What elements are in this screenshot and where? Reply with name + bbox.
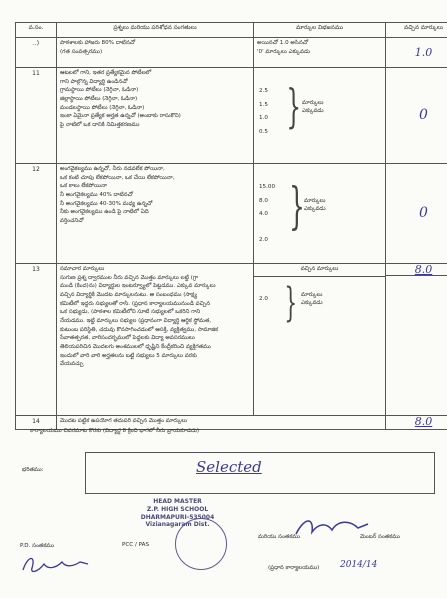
row-question-line: ఒక సభ్యుడు, (పాఠశాల కమిటీలోని సూటి సభ్యులలో ఒకరిని గాని	[60, 309, 201, 316]
row-question-line: గ్రామస్థాయి పోటీలు (నెగ్గినా, ఓడినా)	[60, 87, 139, 94]
row-question-line: ఒక కంటి చూపు లేకపోయినా, ఒక చేయి లేకపోయినా,	[60, 174, 175, 181]
mark-value: 8.0	[259, 197, 268, 204]
mark-value: 2.0	[259, 237, 268, 244]
obtained-box	[386, 264, 447, 276]
obtained-value: 8.0	[414, 415, 433, 428]
row-question-line: నీకు అంగవైకల్యము ఉండి పై నాటిలో ఏది	[60, 209, 149, 216]
mark-value: 1.0	[259, 115, 268, 122]
row-question-line: ఇందులో వారి వారి అర్హతలను బట్టి సభ్యులు 5 మార్కులు వరకు	[60, 352, 197, 359]
row-question-line: వేయవచ్చు	[60, 361, 84, 368]
marks-list	[259, 181, 275, 248]
member-signature-label: మెంబర్ సంతకము	[360, 534, 400, 540]
row-question	[57, 38, 254, 68]
row-marks-line: '0' మార్కులు ఎక్కువడు	[257, 48, 311, 55]
member-signature-icon	[292, 512, 372, 542]
brace-label	[302, 99, 324, 116]
stamp-line: Vizianagaram Dist.	[145, 521, 210, 529]
right-brace-icon: }	[284, 280, 298, 326]
row-question-line: నేయడము. ఇట్టి మార్కులు సభ్యుల (ప్రధానంగా విద్యార్థి ఆర్థిక స్థోమత,	[60, 317, 212, 324]
row-marks	[254, 68, 386, 164]
pcc-label: PCC / PAS	[122, 542, 150, 548]
brace-label-line: ఎక్కువడు	[302, 108, 324, 115]
brace-label-line: ఎక్కువడు	[304, 206, 326, 213]
row-question-line: కుటుంబ పరిస్థితి, చదువు కొనసాగించడంలో ఆసక్తి, వ్యక్తిత్వము, సామాజిక	[60, 326, 219, 333]
stamp-line: Z.P. HIGH SCHOOL	[146, 505, 209, 513]
table-header-row	[16, 23, 447, 38]
mark-value: 0.5	[259, 129, 268, 136]
mark-value: 2.0	[259, 296, 268, 302]
row-question-line: పై నాటిలో ఒక దానికి నిమిత్తకరణము	[60, 121, 140, 128]
header-serial: వ.సం.	[16, 23, 57, 38]
remark-field[interactable]	[85, 452, 435, 494]
row-question	[57, 68, 254, 164]
brace-label-line: ఎక్కువడు	[301, 300, 323, 307]
row-question-line: మండి (కింద)ను) విద్యార్థుల ఇంటర్వ్యూలో పెట్టడము. ఎక్కువ మార్కులు	[60, 283, 216, 290]
row-obtained	[386, 164, 447, 264]
row-question-line: పాఠశాలకు హాజరు 80% దాటినచో	[60, 40, 136, 46]
row-question-line: మండలస్థాయి పోటీలు (నెగ్గినా, ఓడినా)	[60, 104, 145, 111]
obtained-value: 8.0	[414, 263, 433, 276]
row-number: 11	[16, 68, 57, 164]
obtained-value: 0	[419, 204, 428, 221]
remark-value: Selected	[196, 458, 262, 476]
row-question-line: ఒక కాలు లేకపోయినా	[60, 183, 107, 190]
remark-label: భరితము:	[22, 467, 44, 473]
brace-label-line: మార్కులు	[304, 198, 326, 204]
row-question-line: జిల్లాస్థాయి పోటీలు (నెగ్గినా, ఓడినా)	[60, 95, 138, 102]
brace-label	[304, 197, 326, 214]
stamp-line: HEAD MASTER	[153, 498, 202, 505]
mark-value: 4.0	[259, 211, 268, 218]
row-question	[57, 164, 254, 264]
table-row	[16, 38, 447, 68]
row-marks-line: అయినచో 1.0 అసినచో	[257, 40, 309, 46]
mark-value: 15.00	[259, 184, 276, 190]
row-question-line: గాని పాల్గొన్న విద్యార్థి ఉండినచో	[60, 78, 128, 85]
row-number: 13	[16, 264, 57, 416]
row-marks	[254, 164, 386, 264]
row-question-line: ఆటలలో గాని, ఇతర ప్రత్యేకమైన పోటీలలో	[60, 70, 152, 76]
row-question-line: ఇంకా ఏమైనా ప్రత్యేక అర్హత ఉన్నచో (అంబాకు రాసుకొని)	[60, 113, 181, 120]
row-question	[57, 264, 254, 416]
row-obtained	[386, 416, 447, 430]
row-obtained	[386, 38, 447, 68]
marks-subheader: వచ్చిన మార్కులు	[254, 264, 385, 277]
row-question-line: వచ్చిన విద్యార్థికి మొదట మార్కులనుటు. ఆ సంబంధము (సాక్ష్య	[60, 291, 198, 298]
row-question-line: తెలియపరిచిన మొదలగు అంశములలో ధృష్టిని కేంద్రీకరించి వ్యక్తిగతము	[60, 343, 211, 350]
right-brace-icon: }	[286, 79, 301, 133]
row-number: 14	[16, 416, 57, 430]
marks-list	[259, 85, 268, 140]
pd-signature-icon	[18, 550, 93, 580]
obtained-value: 1.0	[414, 45, 433, 59]
table-row	[16, 164, 447, 264]
pd-signature-label: P.D. సంతకము	[20, 543, 55, 549]
stamp-line: DHARMAPURI-535004	[140, 513, 215, 521]
row-question-line: సమాచార మార్కులు	[60, 266, 105, 272]
brace-label-line: మార్కులు	[301, 292, 323, 298]
header-mark-division: మార్కుల విభజనము	[254, 23, 386, 38]
row-question-line: సేవాతత్పరత, వారిసందర్భములో పెద్దలకు విద్యా అవసరములు	[60, 335, 195, 342]
office-use-note: కార్యాలయము చివరమాట కొరకు (విద్యార్థ 8 క్రింది భాగలో నీరు వ్రాయకూడదు)	[30, 428, 200, 434]
obtained-value: 0	[419, 106, 428, 123]
mark-value: 1.5	[259, 101, 268, 108]
brace-label-line: మార్కులు	[302, 100, 324, 106]
mark-value: 2.5	[259, 88, 268, 94]
table-row	[16, 68, 447, 164]
row-marks	[254, 264, 386, 416]
table-row	[16, 264, 447, 416]
row-number: ..)	[16, 38, 57, 68]
header-marks-obtained: వచ్చిన మార్కులు	[386, 23, 447, 38]
row-question-line: కమిటీలో ఇద్దరు సభ్యులతో రాసి. (ప్రధాన కార్యాలయమునుండి వచ్చిన	[60, 300, 211, 307]
signature-date: 2014/14	[340, 560, 378, 570]
school-seal-icon	[175, 518, 227, 570]
brace-label	[301, 291, 323, 308]
row-number: 12	[16, 164, 57, 264]
row-question-line: నీ అంగవైకల్యము 40-30% మధ్య ఉన్నచో	[60, 200, 153, 207]
row-question-line: వర్తించనిచో	[60, 217, 84, 224]
row-obtained	[386, 264, 447, 416]
signature-label: మరియు సంతకము	[258, 534, 301, 540]
row-obtained	[386, 68, 447, 164]
head-office-label: (ప్రధాన కార్యాలయము)	[268, 565, 320, 571]
row-question-line: సుగుణ ప్రశ్న ద్వారముల నీరు వచ్చిన మొత్తం మార్కులు లట్టి (గ్రా	[60, 274, 199, 281]
row-question-line: అంగవైకల్యము ఉన్నచో, నీరు నడవలేక పోయినా,	[60, 166, 165, 172]
row-question-line: మొదట పట్టిక ఉపయోగ తదుపరి వచ్చిన మొత్తం మార్కులు	[60, 418, 188, 424]
marks-table	[15, 22, 447, 430]
header-questions: ప్రశ్నలు మరియు పరిశోధన సంగతులు	[57, 23, 254, 38]
marks-list	[259, 295, 268, 304]
row-question-line: నీ అంగవైకల్యము 40% దాటినచో	[60, 191, 133, 198]
row-marks	[254, 38, 386, 68]
right-brace-icon: }	[288, 177, 305, 235]
row-question-line: (గత సంవత్సరము)	[60, 48, 103, 55]
